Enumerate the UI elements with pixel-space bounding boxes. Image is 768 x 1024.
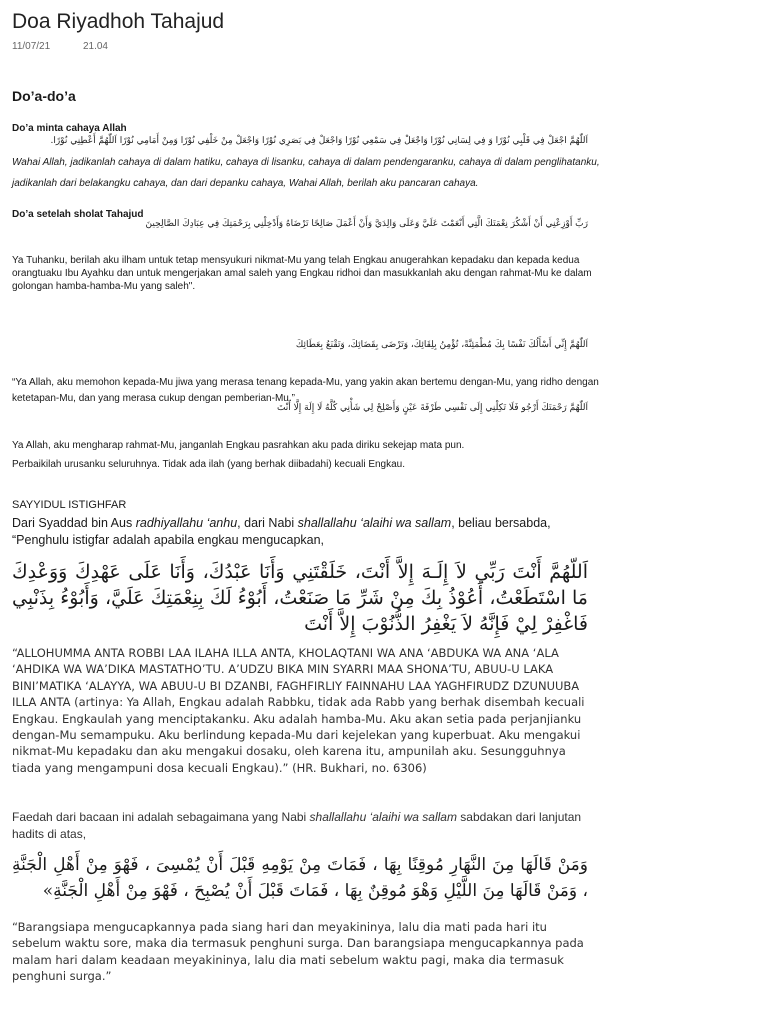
doa1-title: Do’a minta cahaya Allah [12, 123, 127, 134]
istighfar-translation: “ALLOHUMMA ANTA ROBBI LAA ILAHA ILLA ANTA, KHOLAQTANI WA ANA ‘ABDUKA WA ANA ‘ALA ‘AHDIKA WA WA’DIKA MASTATHO’TU. A’UDZU BIKA MIN SYARRI MAA SHONA’TU, ABUU-U LAKA BINI’MATIKA ‘ALAYYA, WA ABUU-U BI DZANBI, FAGHFIRLIY FAINNAHU LAA YAGHFIRUDZ DZUNUUBA ILLA ANTA (artinya: Ya Allah, Engkau adalah Rabbku, tidak ada Rabb yang berhak disembah kecuali Engkau. Engkaulah yang menciptakanku. Aku adalah hamba-Mu. Aku akan setia pada perjanjianku dengan-Mu semampuku. Aku berlindung kepada-Mu dari kejelekan yang kuperbuat. Aku mengakui nikmat-Mu kepadaku dan aku mengakui dosaku, oleh karena itu, ampunilah aku. Sesungguhnya tiada yang mengampuni dosa kecuali Engkau).” (HR. Bukhari, no. 6306) [12, 646, 585, 775]
faedah-paragraph [12, 809, 587, 843]
doa2-translation: Ya Tuhanku, berilah aku ilham untuk tetap mensyukuri nikmat-Mu yang telah Engkau anugerahkan kepadaku dan kepada kedua orangtuaku Ibu Ayahku dan untuk mengerjakan amal saleh yang Engkau ridhoi dan masukkanlah aku dengan rahmat-Mu ke dalam golongan hamba-hamba-Mu yang saleh". [12, 255, 592, 292]
doa2-arabic: رَبِّ أَوْزِعْنِي أَنْ أَشْكُرَ نِعْمَتَكَ الَّتِي أَنْعَمْتَ عَلَيَّ وَعَلَى وَالِدَيَّ وَأَنْ أَعْمَلَ صَالِحًا تَرْضَاهُ وَأَدْخِلْنِي بِرَحْمَتِكَ فِي عِبَادِكَ الصَّالِحِينَ [145, 219, 588, 229]
doa3-arabic2: اَللّٰهُمَّ رَحْمَتَكَ أَرْجُو فَلَا تَكِلْنِي إِلَى نَفْسِي طَرْفَةَ عَيْنٍ وَأَصْلِحْ لِي شَأْنِي كُلَّهُ لَا إِلَهَ إِلَّا أَنْتَ [276, 403, 588, 413]
post-date: 11/07/21 [12, 41, 51, 52]
intro-text-d: shallallahu ‘alaihi wa sallam [297, 516, 452, 530]
closing-paragraph: “Barangsiapa mengucapkannya pada siang hari dan meyakininya, lalu dia mati pada hari itu sebelum waktu sore, maka dia termasuk penghuni surga. Dan barangsiapa mengucapkannya pada malam hari dalam keadaan meyakininya, lalu dia mati sebelum waktu pagi, maka dia termasuk penghuni surga.” [12, 920, 584, 984]
istighfar-intro [12, 515, 587, 549]
section-heading: Do’a-do’a [12, 88, 76, 104]
faedah-text-b: shallallahu ‘alaihi wa sallam [309, 810, 457, 824]
faedah-text-a: Faedah dari bacaan ini adalah sebagaimana yang Nabi [12, 810, 310, 824]
doa2-title: Do’a setelah sholat Tahajud [12, 209, 144, 220]
intro-text-a: Dari Syaddad bin Aus [12, 516, 136, 530]
faedah-text-c: sabdakan dari lanjutan hadits di atas, [12, 810, 582, 841]
doa1-translation: Wahai Allah, jadikanlah cahaya di dalam hatiku, cahaya di lisanku, cahaya di dalam pendengaranku, cahaya di dalam penglihatanku, jadikanlah dari belakangku cahaya, dan dari depanku cahaya, Wahai Allah, berilah aku pancaran cahaya. [12, 157, 600, 189]
hadith-arabic: وَمَنْ قَالَهَا مِنَ النَّهَارِ مُوقِنًا بِهَا ، فَمَاتَ مِنْ يَوْمِهِ قَبْلَ أَنْ يُمْسِىَ ، فَهْوَ مِنْ أَهْلِ الْجَنَّةِ ، وَمَنْ قَالَهَا مِنَ اللَّيْلِ وَهْوَ مُوقِنٌ بِهَا ، فَمَاتَ قَبْلَ أَنْ يُصْبِحَ ، فَهْوَ مِنْ أَهْلِ الْجَنَّةِ» [12, 855, 588, 901]
intro-text-b: radhiyallahu ‘anhu [135, 516, 238, 530]
post-time: 21.04 [82, 41, 108, 52]
istighfar-arabic: اَللّهُمَّ أَنْتَ رَبِّي لاَ إِلَـهَ إِلاَّ أَنْتَ، خَلَقْتَنِي وَأَنَا عَبْدُكَ، وَأَنَا عَلَى عَهْدِكَ وَوَعْدِكَ مَا اسْتَطَعْتُ، أَعُوْذُ بِكَ مِنْ شَرِّ مَا صَنَعْتُ، أَبُوْءُ لَكَ بِنِعْمَتِكَ عَلَيَّ، وَأَبُوْءُ بِذَنْبِي فَاغْفِرْ لِيْ فَإِنَّهُ لاَ يَغْفِرُ الذُّنُوْبَ إِلاَّ أَنْتَ [12, 561, 588, 635]
doa3-line2: Perbaikilah urusanku seluruhnya. Tidak ada ilah (yang berhak diibadahi) kecuali Engkau. [12, 459, 406, 470]
doa3-line1: Ya Allah, aku mengharap rahmat-Mu, janganlah Engkau pasrahkan aku pada diriku sekejap mata pun. [12, 440, 465, 451]
intro-text-e: , beliau bersabda, “Penghulu istigfar adalah apabila engkau mengucapkan, [12, 516, 551, 547]
istighfar-heading: SAYYIDUL ISTIGHFAR [12, 499, 127, 511]
post-meta [12, 41, 108, 52]
doa1-arabic: اَللّٰهُمَّ اجْعَلْ فِي قَلْبِي نُوْرًا وَ فِي لِسَانِي نُوْرًا وَاجْعَلْ فِي سَمْعِي نُوْرًا وَاجْعَلْ فِي بَصَرِي نُوْرًا وَاجْعَلْ مِنْ خَلْفِي نُوْرًا وَمِنْ أَمَامِي نُوْرًا اَللّٰهُمَّ أَعْطِنِي نُوْرًا. [50, 136, 588, 146]
intro-text-c: , dari Nabi [237, 516, 298, 530]
doa3-translation: “Ya Allah, aku memohon kepada-Mu jiwa yang merasa tenang kepada-Mu, yang yakin akan bertemu dengan-Mu, yang ridho dengan ketetapan-Mu, dan yang merasa cukup dengan pemberian-Mu.” [12, 377, 599, 404]
page-title: Doa Riyadhoh Tahajud [12, 10, 225, 33]
doa3-arabic: اَللّٰهُمَّ إِنِّي أَسْأَلُكَ نَفْسًا بِكَ مُطْمَئِنَّةً، تُؤْمِنُ بِلِقَائِكَ، وَتَرْضَى بِقَضَائِكَ، وَتَقْنَعُ بِعَطَائِكَ [295, 340, 588, 350]
